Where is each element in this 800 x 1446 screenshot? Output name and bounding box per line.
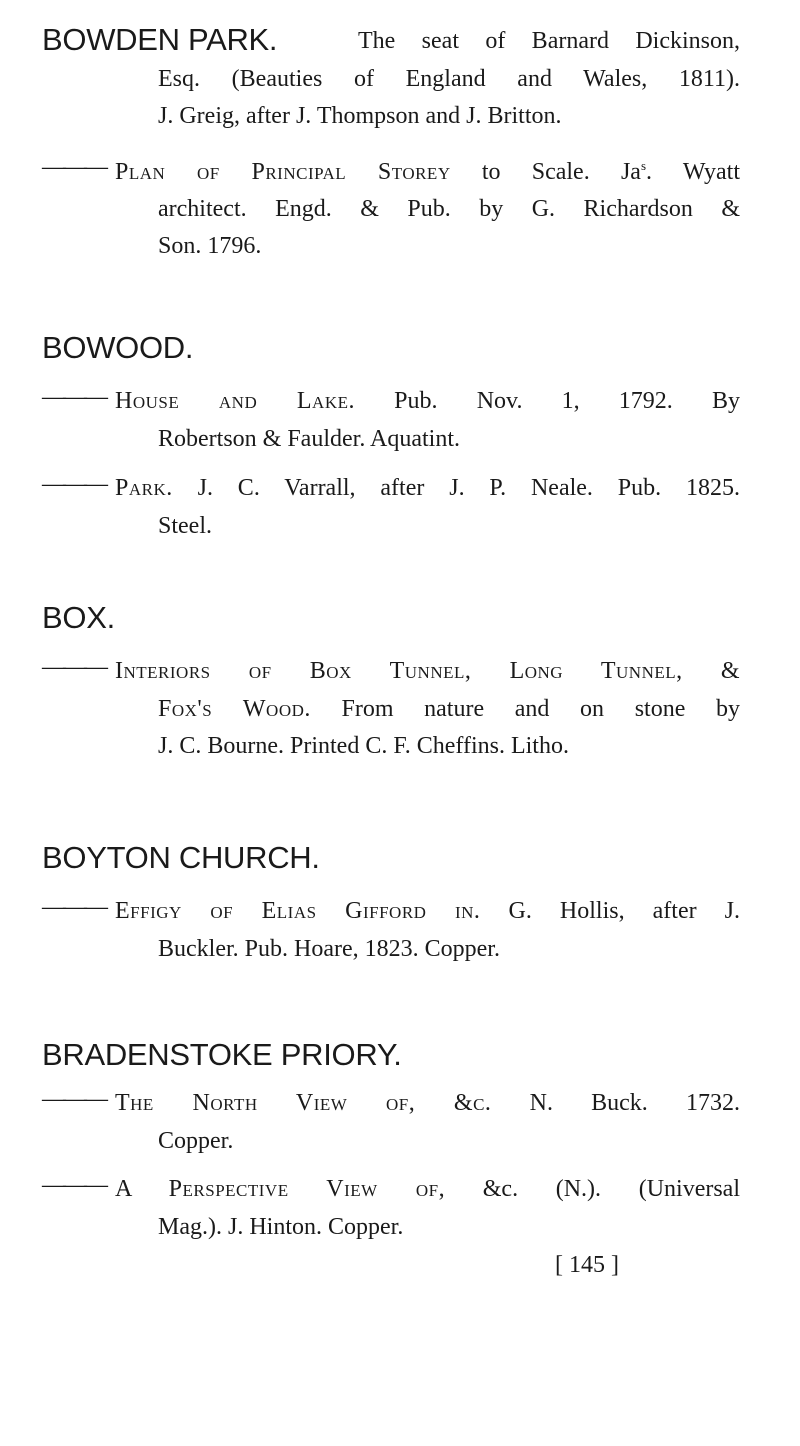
text-segment: G. Hollis, after J. (480, 898, 740, 924)
ditto-dash: ——— (42, 1086, 105, 1112)
text-segment: architect. Engd. & Pub. by G. Richardson & (158, 195, 740, 222)
text-line (158, 696, 740, 723)
text-segment: . Wyatt (646, 159, 741, 185)
small-caps-title: Plan of Principal Storey (115, 159, 451, 185)
small-caps-title: Interiors of Box Tunnel, Long Tunnel, & (115, 658, 740, 684)
text-line (158, 513, 212, 540)
text-segment: Son. 1796. (158, 233, 262, 259)
entry-heading: BOWDEN PARK. (42, 22, 278, 57)
text-segment: Copper. (158, 1127, 234, 1154)
text-segment: Buckler. Pub. Hoare, 1823. Copper. (158, 935, 500, 962)
small-caps-title: Effigy of Elias Gifford in. (115, 898, 481, 924)
text-segment: J. C. Varrall, after J. P. Neale. Pub. 1825. (172, 475, 740, 501)
text-line (115, 158, 740, 186)
text-line (158, 733, 569, 760)
text-segment: &c. (N.). (Universal (445, 1176, 740, 1202)
ditto-dash: ——— (42, 471, 105, 497)
text-line (115, 898, 740, 925)
entry-heading: BOX. (42, 600, 115, 635)
ditto-dash: ——— (42, 894, 105, 920)
page-number: [ 145 ] (555, 1252, 619, 1278)
ditto-dash: ——— (42, 1172, 105, 1198)
text-line (115, 658, 740, 685)
text-segment: A (115, 1176, 169, 1202)
text-line (158, 196, 740, 223)
entry-heading: BOWOOD. (42, 330, 194, 365)
text-segment: J. C. Bourne. Printed C. F. Cheffins. Litho. (158, 733, 569, 759)
text-line (115, 1176, 740, 1203)
text-line (115, 388, 740, 415)
text-segment: Pub. Nov. 1, 1792. By (355, 388, 740, 414)
text-segment: From nature and on stone by (310, 695, 740, 722)
small-caps-title: Fox's Wood. (158, 695, 311, 722)
text-segment: J. Greig, after J. Thompson and J. Britton. (158, 103, 562, 129)
text-segment: N. Buck. 1732. (491, 1090, 740, 1116)
text-line (158, 1128, 233, 1155)
text-line (158, 103, 562, 130)
ditto-dash: ——— (42, 654, 105, 680)
text-line (115, 475, 740, 502)
ditto-dash: ——— (42, 384, 105, 410)
text-segment: Mag.). J. Hinton. Copper. (158, 1213, 404, 1240)
entry-heading: BRADENSTOKE PRIORY. (42, 1037, 402, 1072)
small-caps-title: Park. (115, 475, 173, 501)
text-line (358, 28, 740, 55)
small-caps-title: House and Lake. (115, 388, 355, 414)
text-segment: s (640, 158, 647, 173)
entry-heading: BOYTON CHURCH. (42, 840, 320, 875)
ditto-dash: ——— (42, 154, 105, 180)
text-line (115, 1090, 740, 1117)
text-line (158, 936, 500, 963)
text-segment: Steel. (158, 512, 212, 539)
text-segment: to Scale. Ja (450, 159, 641, 185)
text-line (158, 66, 740, 93)
text-segment: The seat of Barnard Dickinson, (358, 28, 740, 54)
text-segment: Esq. (Beauties of England and Wales, 1811). (158, 65, 740, 92)
text-line (158, 1214, 403, 1241)
text-segment: Robertson & Faulder. Aquatint. (158, 425, 460, 452)
small-caps-title: Perspective View of, (168, 1176, 446, 1202)
text-line (158, 426, 460, 453)
small-caps-title: The North View of, &c. (115, 1090, 492, 1116)
text-line (158, 233, 261, 260)
